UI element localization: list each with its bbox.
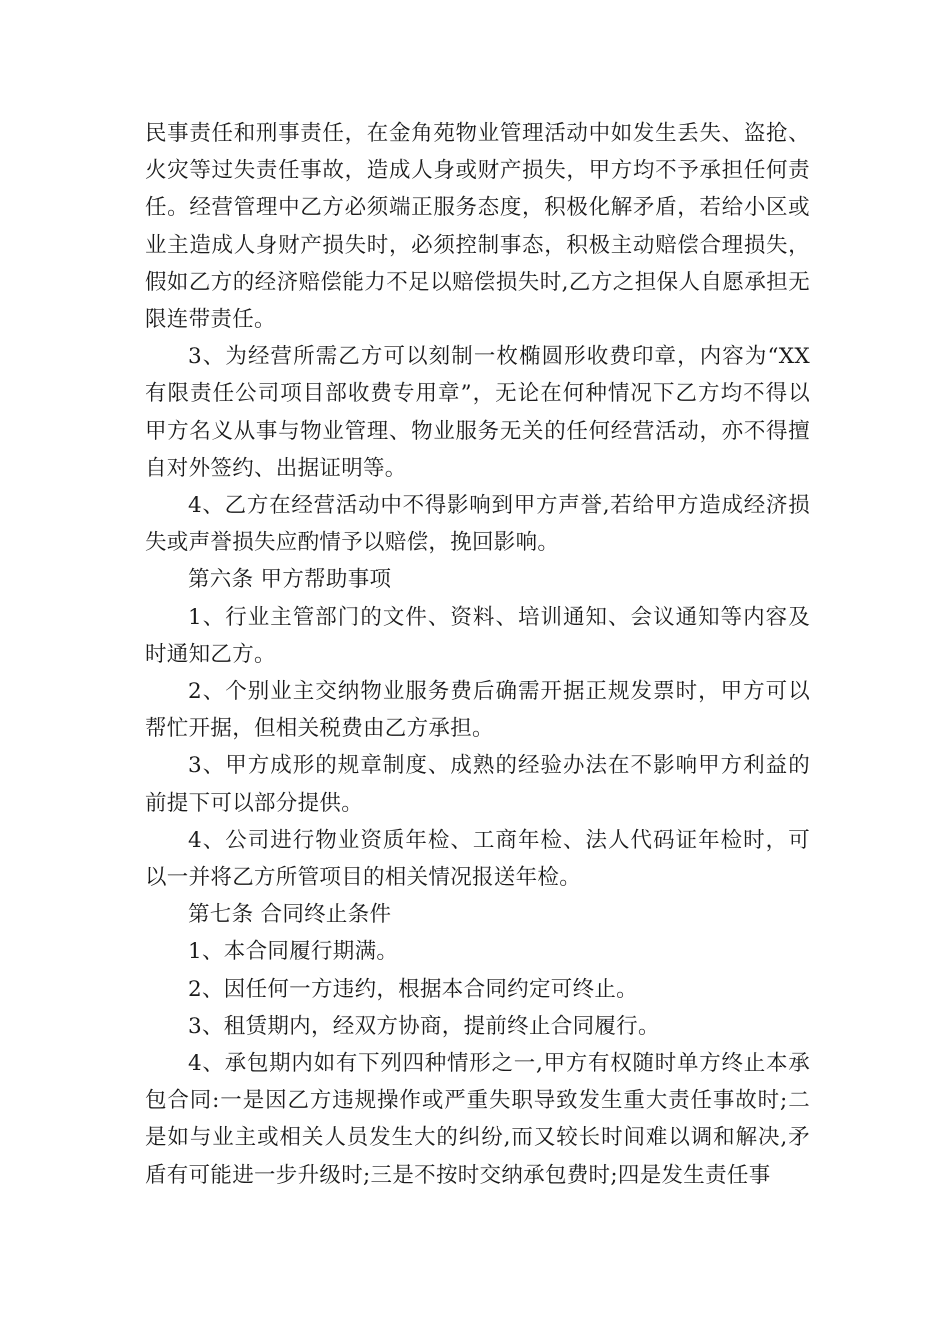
paragraph-clause-4-reputation: 4、乙方在经营活动中不得影响到甲方声誉,若给甲方造成经济损失或声誉损失应酌情予以赔偿，挽回影响。 <box>145 493 810 556</box>
paragraph-art6-item-4: 4、公司进行物业资质年检、工商年检、法人代码证年检时，可以一并将乙方所管项目的相关情况报送年检。 <box>145 827 810 891</box>
paragraph-art7-item-1: 1、本合同履行期满。 <box>188 939 399 965</box>
heading-article-7: 第七条 合同终止条件 <box>188 902 392 928</box>
paragraph-clause-3-seal: 3、为经营所需乙方可以刻制一枚椭圆形收费印章，内容为“XX有限责任公司项目部收费专用章”，无论在何种情况下乙方均不得以甲方名义从事与物业管理、物业服务无关的任何经营活动，亦不得擅自对外签约、出据证明等。 <box>145 344 810 481</box>
document-body <box>145 115 810 1194</box>
heading-article-6: 第六条 甲方帮助事项 <box>188 567 392 593</box>
paragraph-art7-item-4: 4、承包期内如有下列四种情形之一,甲方有权随时单方终止本承包合同:一是因乙方违规操作或严重失职导致发生重大责任事故时;二是如与业主或相关人员发生大的纠纷,而又较长时间难以调和解决,矛盾有可能进一步升级时;三是不按时交纳承包费时;四是发生责任事 <box>145 1051 810 1188</box>
paragraph-art6-item-3: 3、甲方成形的规章制度、成熟的经验办法在不影响甲方利益的前提下可以部分提供。 <box>145 753 810 816</box>
paragraph-liability-continued: 民事责任和刑事责任，在金角苑物业管理活动中如发生丢失、盗抢、火灾等过失责任事故，造成人身或财产损失，甲方均不予承担任何责任。经营管理中乙方必须端正服务态度，积极化解矛盾，若给小区或业主造成人身财产损失时，必须控制事态，积极主动赔偿合理损失，假如乙方的经济赔偿能力不足以赔偿损失时,乙方之担保人自愿承担无限连带责任。 <box>145 121 810 333</box>
paragraph-art6-item-2: 2、个别业主交纳物业服务费后确需开据正规发票时，甲方可以帮忙开据，但相关税费由乙方承担。 <box>145 679 810 742</box>
paragraph-art7-item-2: 2、因任何一方违约，根据本合同约定可终止。 <box>188 976 638 1002</box>
paragraph-art7-item-3: 3、租赁期内，经双方协商，提前终止合同履行。 <box>188 1013 660 1039</box>
paragraph-art6-item-1: 1、行业主管部门的文件、资料、培训通知、会议通知等内容及时通知乙方。 <box>145 604 810 667</box>
